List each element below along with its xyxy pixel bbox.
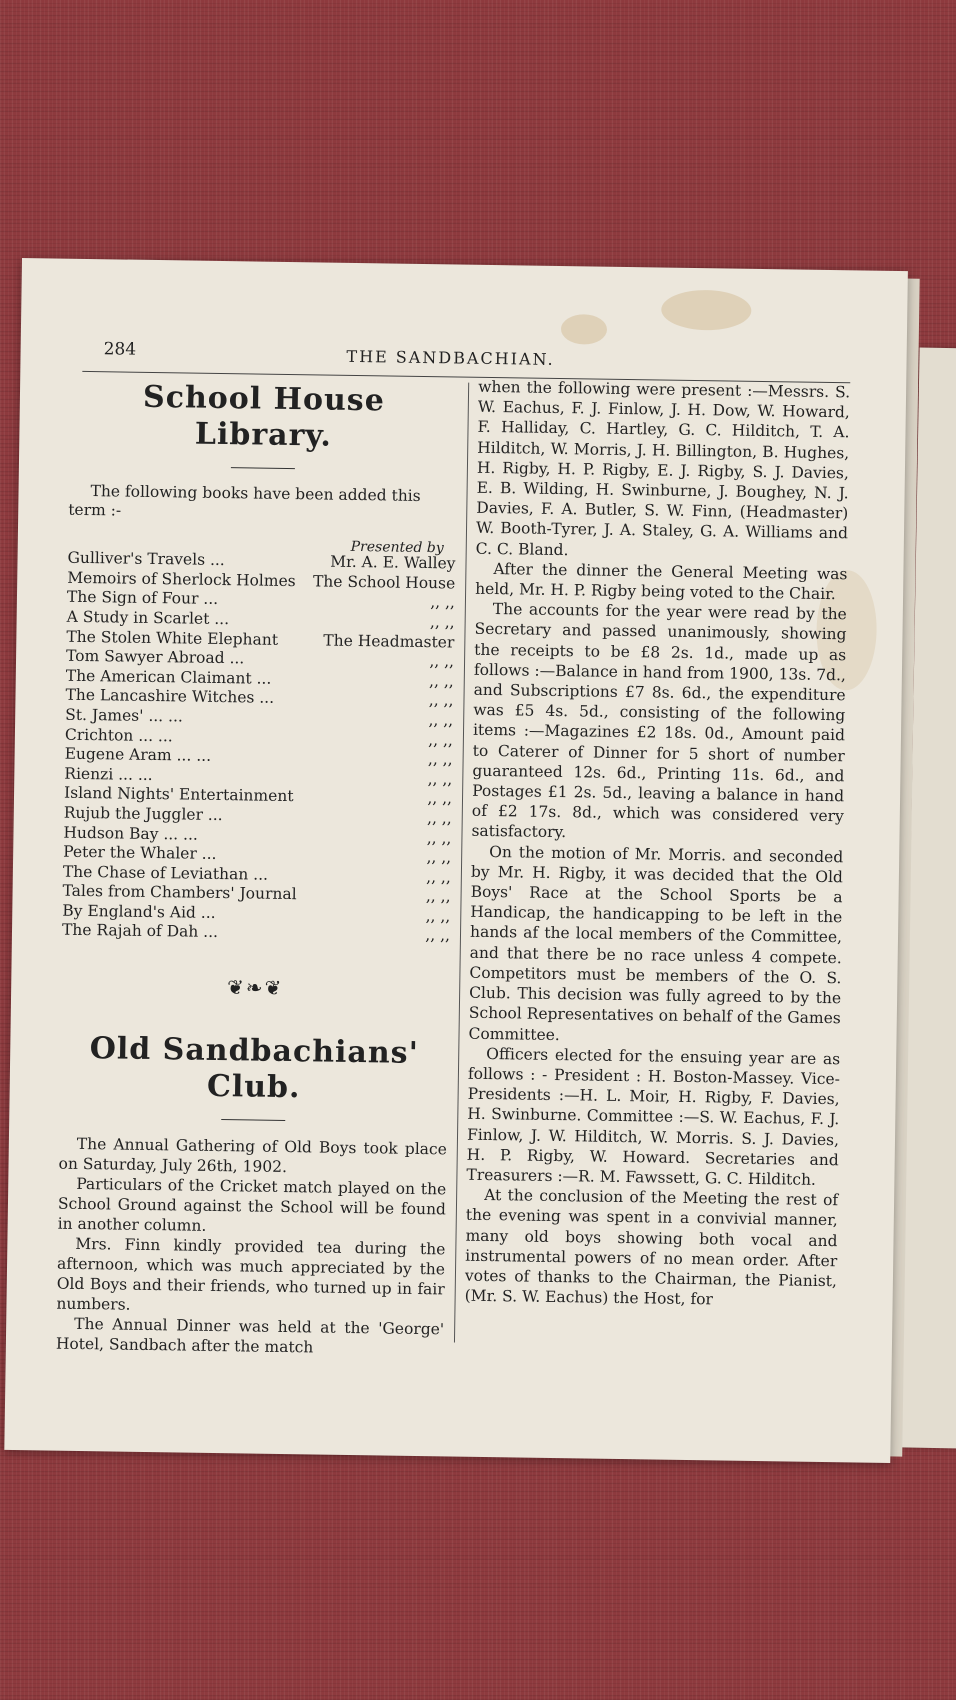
book-title: Hudson Bay ... ... (63, 823, 199, 844)
book-title: Eugene Aram ... ... (64, 744, 212, 765)
paragraph: The Annual Dinner was held at the 'George' Hotel, Sandbach after the match (55, 1314, 445, 1357)
paragraph: The accounts for the year were read by the Secretary and passed unanimously, showing the receipts to be £8 2s. 1d., made up as follows :—Balance in hand from 1900, 13s. 7d., and Subscriptions £7 8s. 6d., the expenditure was £5 4s. 5d., consisting of the following items :—Magazines £2 18s. 0d., Amount paid to Caterer of Dinner for 5 short of number guaranteed 12s. 6d., Printing 11s. 6d., and Postages £1 2s. 5d., leaving a balance in hand of £2 17s. 8d., which was considered very satisfactory. (471, 600, 847, 842)
paragraph: At the conclusion of the Meeting the rest of the evening was spent in a convivial manner, many old boys showing both vocal and instrumental powers of no mean order. After votes of thanks to the Chairman, the Pianist, (Mr. S. W. Eachus) the Host, for (464, 1186, 839, 1309)
paragraph: After the dinner the General Meeting was held, Mr. H. P. Rigby being voted to the Chair. (475, 559, 848, 604)
book-title: Rienzi ... ... (64, 764, 153, 784)
stain (561, 314, 607, 345)
presented-by-label: Presented by (350, 539, 444, 557)
right-column (465, 377, 851, 1312)
paragraph: On the motion of Mr. Morris. and seconded by Mr. H. Rigby, it was decided that the Old Boys' Race at the School Sports be a Handicap, the handicapping to be left in the hands af the local members of the Committee, and that there be no race unless 4 compete. Competitors must be members of the O. S. Club. This decision was fully agreed to by the School Representatives on behalf of the Games Committee. (468, 842, 844, 1044)
paragraph: Particulars of the Cricket match played on the School Ground against the School will be found in another column. (57, 1174, 447, 1235)
left-column (56, 379, 458, 1360)
page-number: 284 (103, 339, 137, 360)
book-presenter: ,, ,, (429, 613, 455, 632)
book-title: The Sign of Four ... (66, 588, 219, 609)
book-title: Island Nights' Entertainment (63, 783, 294, 806)
book-list (62, 549, 456, 947)
book-presenter: ,, ,, (426, 808, 452, 828)
book-presenter: ,, ,, (425, 906, 451, 926)
book-presenter: ,, ,, (426, 828, 452, 847)
book-title: By England's Aid ... (62, 901, 216, 922)
club-left-text (56, 1134, 447, 1360)
book-title: Rujub the Juggler ... (63, 803, 223, 824)
book-title: Peter the Whaler ... (63, 842, 217, 864)
book-title: Gulliver's Travels ... (67, 548, 225, 570)
book-presenter: ,, ,, (430, 593, 456, 612)
book-title: The Rajah of Dah ... (61, 921, 219, 942)
club-title: Old Sandbachians' Club. (89, 1031, 420, 1106)
book-title: A Study in Scarlet ... (66, 607, 230, 629)
book-presenter: ,, ,, (425, 926, 451, 945)
book-title: Crichton ... ... (64, 725, 173, 745)
library-title: School House Library. (142, 379, 386, 454)
club-right-text (465, 377, 851, 1312)
book-presenter: ,, ,, (426, 867, 451, 887)
book-title: The Lancashire Witches ... (65, 686, 275, 708)
book-title: The American Claimant ... (65, 666, 272, 688)
book-presenter: ,, ,, (429, 652, 455, 671)
paragraph: when the following were present :—Messrs. S. W. Eachus, F. J. Finlow, J. H. Dow, W. Howard, F. Halliday, C. Hartley, G. C. Hilditch, T. A. Hilditch, W. Morris, J. H. Billington, B. Hughes, H. Rigby, H. P. Rigby, E. J. Rigby, S. J. Davies, E. B. Wilding, H. Swinburne, J. Boughey, N. J. Davies, F. A. Butler, S. W. Finn, (Headmaster) W. Booth-Tyrer, J. A. Staley, G. A. Williams and C. C. Bland. (475, 377, 851, 559)
book-presenter: ,, ,, (427, 769, 453, 789)
ornament-icon: ❦❧❦ (226, 975, 284, 1001)
book-presenter: ,, ,, (428, 691, 454, 710)
book-presenter: ,, ,, (426, 848, 452, 867)
book-presenter: The Headmaster (323, 631, 455, 652)
book-presenter: ,, ,, (428, 671, 454, 691)
book-presenter: The School House (312, 572, 456, 593)
book-presenter: ,, ,, (428, 730, 454, 749)
stain (661, 289, 752, 330)
book-title: Tom Sawyer Abroad ... (65, 646, 245, 668)
running-head: THE SANDBACHIAN. (346, 346, 555, 369)
book-presenter: ,, ,, (428, 711, 454, 730)
book-presenter: Mr. A. E. Walley (330, 552, 456, 573)
book-title: Memoirs of Sherlock Holmes (67, 568, 296, 590)
book-presenter: ,, ,, (427, 750, 453, 769)
title-rule (221, 1119, 285, 1121)
book-title: Tales from Chambers' Journal (62, 881, 297, 904)
paragraph: Mrs. Finn kindly provided tea during the afternoon, which was much appreciated by the Old Boys and their friends, who turned up in fair numbers. (56, 1234, 446, 1314)
title-rule (231, 467, 295, 469)
paragraph: The Annual Gathering of Old Boys took place on Saturday, July 26th, 1902. (58, 1134, 447, 1177)
book-title: The Stolen White Elephant (66, 627, 279, 649)
book-presenter: ,, ,, (427, 789, 453, 808)
book-presenter: ,, ,, (425, 887, 451, 906)
library-intro: The following books have been added this term :- (68, 482, 421, 520)
book-title: St. James' ... ... (65, 705, 184, 726)
magazine-page (4, 258, 908, 1463)
book-title: The Chase of Leviathan ... (62, 862, 269, 884)
paragraph: Officers elected for the ensuing year are as follows : - President : H. Boston-Massey. Vice-Presidents :—H. L. Moir, H. Rigby, F. Davies, H. Swinburne. Committee :—S. W. Eachus, F. J. Finlow, J. W. Hilditch, W. Morris. S. J. Davies, H. P. Rigby, W. Howard. Secretaries and Treasurers :—R. M. Fawssett, G. C. Hilditch. (466, 1044, 841, 1189)
